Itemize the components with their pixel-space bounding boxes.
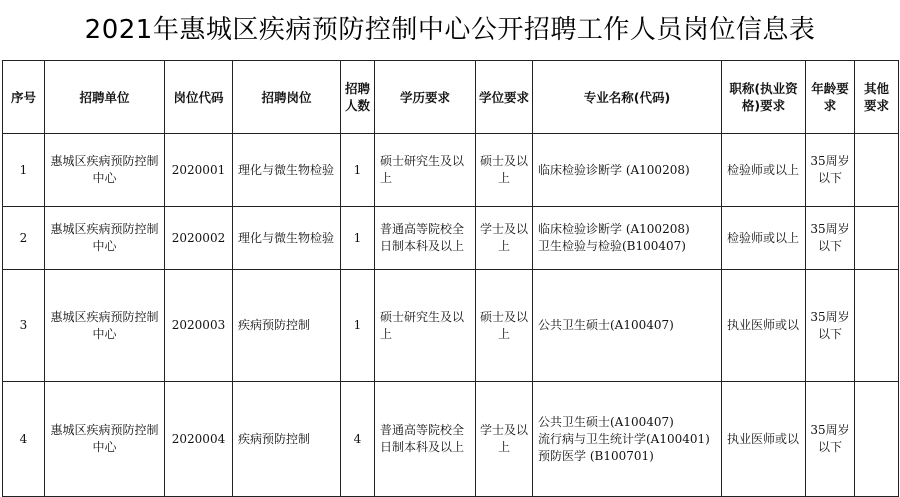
cell-code: 2020004 — [165, 382, 233, 497]
cell-education: 普通高等院校全日制本科及以上 — [375, 382, 476, 497]
major-line: 公共卫生硕士(A100407) — [538, 414, 674, 429]
table-row — [3, 207, 899, 270]
major-line: 公共卫生硕士(A100407) — [538, 318, 674, 332]
cell-other — [855, 134, 899, 207]
cell-position: 疾病预防控制 — [233, 382, 341, 497]
major-line: 流行病与卫生统计学(A100401) — [538, 431, 710, 446]
header-count: 招聘人数 — [341, 61, 375, 134]
header-unit: 招聘单位 — [45, 61, 165, 134]
cell-degree: 硕士及以上 — [476, 134, 533, 207]
header-other: 其他要求 — [855, 61, 899, 134]
cell-position: 理化与微生物检验 — [233, 207, 341, 270]
cell-major — [533, 270, 722, 382]
cell-title-req: 检验师或以上 — [722, 134, 806, 207]
cell-degree: 学士及以上 — [476, 382, 533, 497]
cell-title-req: 执业医师或以 — [722, 382, 806, 497]
cell-code: 2020001 — [165, 134, 233, 207]
cell-age: 35周岁以下 — [806, 207, 855, 270]
cell-degree: 学士及以上 — [476, 207, 533, 270]
major-line: 临床检验诊断学 (A100208) — [538, 222, 690, 236]
cell-code: 2020002 — [165, 207, 233, 270]
header-major: 专业名称(代码) — [533, 61, 722, 134]
cell-position: 疾病预防控制 — [233, 270, 341, 382]
cell-position: 理化与微生物检验 — [233, 134, 341, 207]
cell-seq: 1 — [3, 134, 45, 207]
header-title-req: 职称(执业资格)要求 — [722, 61, 806, 134]
cell-major — [533, 207, 722, 270]
cell-unit: 惠城区疾病预防控制中心 — [45, 207, 165, 270]
cell-unit: 惠城区疾病预防控制中心 — [45, 382, 165, 497]
table-row — [3, 270, 899, 382]
cell-count: 1 — [341, 270, 375, 382]
cell-count: 1 — [341, 134, 375, 207]
cell-education: 硕士研究生及以上 — [375, 270, 476, 382]
header-row — [3, 61, 899, 134]
cell-other — [855, 382, 899, 497]
cell-seq: 3 — [3, 270, 45, 382]
major-line: 卫生检验与检验(B100407) — [538, 239, 686, 253]
cell-unit: 惠城区疾病预防控制中心 — [45, 134, 165, 207]
header-seq: 序号 — [3, 61, 45, 134]
cell-other — [855, 207, 899, 270]
major-line: 预防医学 (B100701) — [538, 448, 654, 463]
cell-count: 1 — [341, 207, 375, 270]
table-row — [3, 382, 899, 497]
cell-age: 35周岁以下 — [806, 134, 855, 207]
cell-count: 4 — [341, 382, 375, 497]
positions-table — [2, 60, 899, 497]
major-line: 临床检验诊断学 (A100208) — [538, 162, 690, 177]
cell-title-req: 执业医师或以 — [722, 270, 806, 382]
cell-education: 硕士研究生及以上 — [375, 134, 476, 207]
cell-other — [855, 270, 899, 382]
header-age: 年龄要求 — [806, 61, 855, 134]
cell-major — [533, 382, 722, 497]
cell-seq: 2 — [3, 207, 45, 270]
cell-title-req: 检验师或以上 — [722, 207, 806, 270]
cell-unit: 惠城区疾病预防控制中心 — [45, 270, 165, 382]
cell-age: 35周岁以下 — [806, 270, 855, 382]
cell-seq: 4 — [3, 382, 45, 497]
cell-degree: 硕士及以上 — [476, 270, 533, 382]
header-education: 学历要求 — [375, 61, 476, 134]
cell-education: 普通高等院校全日制本科及以上 — [375, 207, 476, 270]
cell-code: 2020003 — [165, 270, 233, 382]
header-degree: 学位要求 — [476, 61, 533, 134]
document-title: 2021年惠城区疾病预防控制中心公开招聘工作人员岗位信息表 — [84, 15, 816, 45]
cell-major — [533, 134, 722, 207]
table-row — [3, 134, 899, 207]
cell-age: 35周岁以下 — [806, 382, 855, 497]
header-position: 招聘岗位 — [233, 61, 341, 134]
header-code: 岗位代码 — [165, 61, 233, 134]
